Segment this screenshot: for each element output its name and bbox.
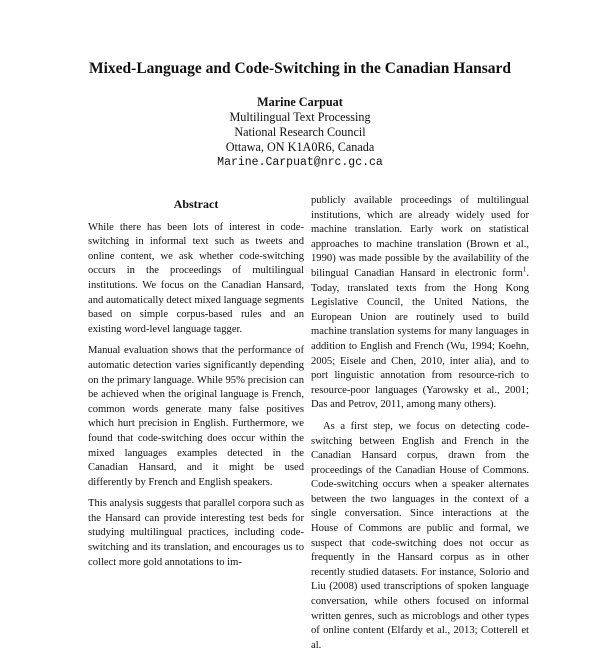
author-address: Ottawa, ON K1A0R6, Canada: [225, 140, 375, 154]
author-email[interactable]: Marine.Carpuat@nrc.gc.ca: [217, 156, 383, 169]
body-paragraph: As a first step, we focus on detecting code-switching between English and French in the Canadian Hansard corpus, drawn from the proceedings of the Canadian House of Commons. Code-switching occurs when a speaker alternates between the two languages in the context of a single conversation. Since interactions at the House of Commons are public and formal, we suspect that code-switching does not occur as frequently in the Hansard corpus as in other recently studied datasets. For instance, Solorio and Liu (2008) used transcriptions of spoken language conversation, while others focused on informal written genres, such as microblogs and other types of online content (Elfardy et al., 2013; Cotterell et al.: [311, 420, 529, 651]
abstract-paragraph: While there has been lots of interest in code-switching in informal text such as tweets and online content, we ask whether code-switching occurs in the proceedings of multilingual institutions. We focus on the Canadian Hansard, and automatically detect mixed language segments based on simple corpus-based rules and an existing word-level language tagger.: [88, 221, 304, 335]
body-text: publicly available proceedings of multilingual institutions, which are already widely used for machine translation. Early work on statistical approaches to machine translation (Brown et al., 1990) was made possible by the availability of the bilingual Canadian Hansard in electronic form: [311, 195, 529, 279]
author-block: [0, 95, 600, 170]
author-affiliation-2: National Research Council: [234, 125, 366, 139]
footnote-marker[interactable]: 1: [522, 265, 527, 274]
paper-title: Mixed-Language and Code-Switching in the Canadian Hansard: [88, 60, 512, 77]
abstract-paragraph: Manual evaluation shows that the performance of automatic detection varies significantly depending on the primary language. While 95% precision can be achieved when the original language is French, common words generate many false positives which hurt precision in English. Furthermore, we found that code-switching does occur within the mixed languages examples detected in the Canadian Hansard, and it might be used differently by French and English speakers.: [88, 345, 304, 488]
abstract-heading: Abstract: [173, 197, 219, 211]
author-name: Marine Carpuat: [257, 95, 343, 109]
body-text: . Today, translated texts from the Hong Kong Legislative Council, the United Nations, the European Union are routinely used to build machine translation systems for many languages in addition to English and French (Wu, 1994; Koehn, 2005; Eisele and Chen, 2010, inter alia), and to port linguistic annotation from resource-rich to resource-poor languages (Yarowsky et al., 2001; Das and Petrov, 2011, among many others).: [311, 267, 529, 411]
right-column: [311, 194, 529, 660]
author-affiliation-1: Multilingual Text Processing: [229, 110, 371, 124]
body-paragraph: [311, 194, 529, 413]
abstract-paragraph: This analysis suggests that parallel corpora such as the Hansard can provide interesting test beds for studying multilingual practices, including code-switching and its translation, and encourages us to collect more gold annotations to im-: [88, 498, 304, 568]
left-column: [88, 197, 304, 577]
